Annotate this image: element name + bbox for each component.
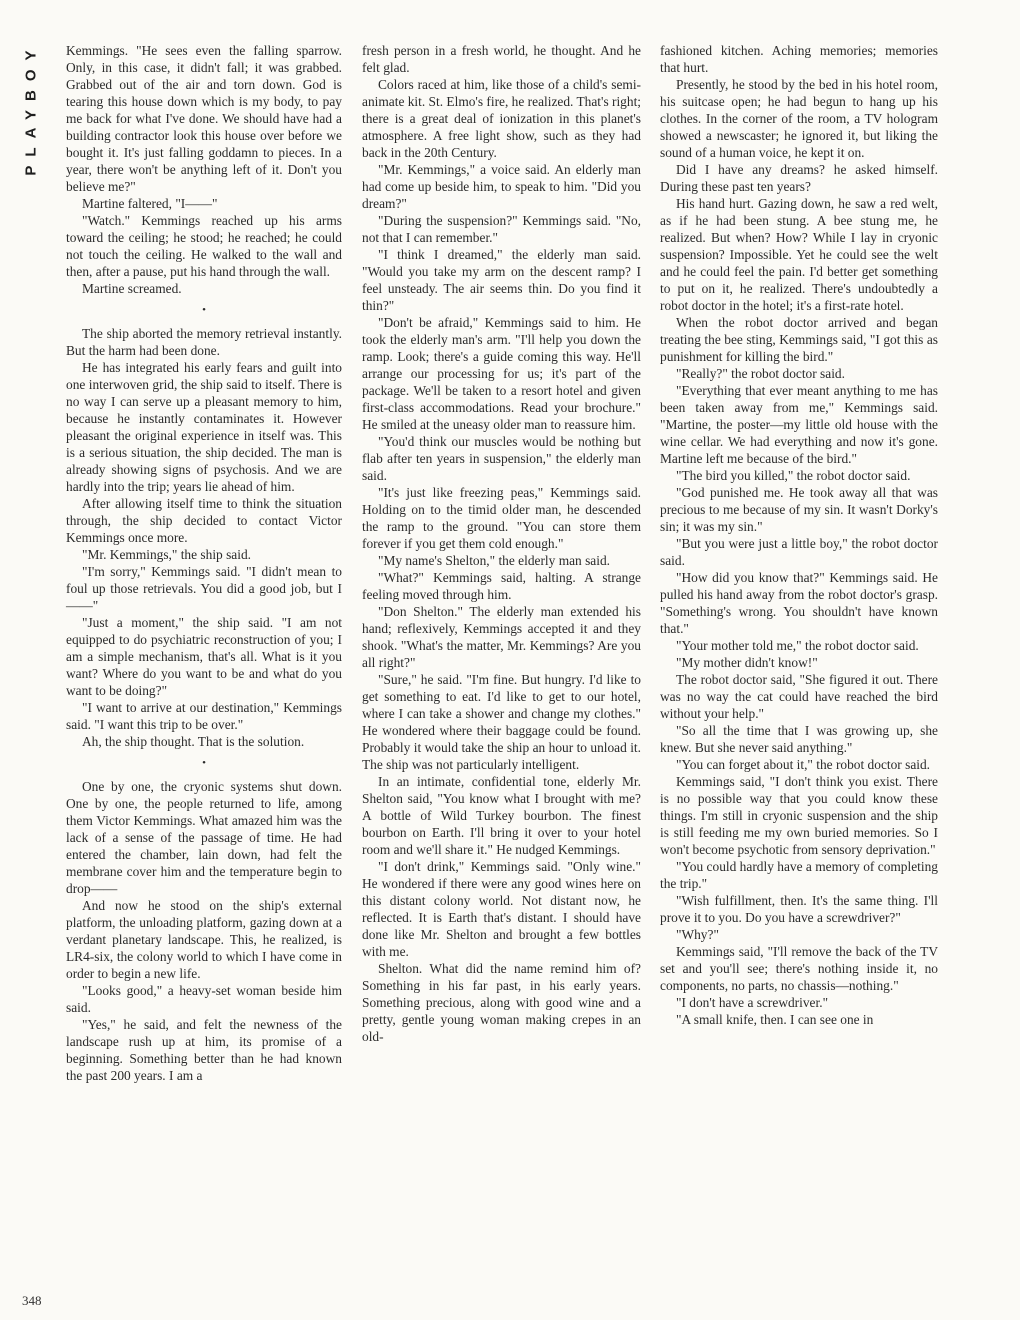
- paragraph: "You could hardly have a memory of completing the trip.": [660, 859, 938, 891]
- paragraph: "My name's Shelton," the elderly man said.: [378, 553, 611, 568]
- paragraph: One by one, the cryonic systems shut down. One by one, the people returned to life, among them Victor Kemmings. What amazed him was the lack of a sense of the passage of time. He had entered the chamber, lain down, had felt the membrane cover him and the temperature begin to drop——: [66, 779, 342, 896]
- paragraph: Martine screamed.: [82, 281, 182, 296]
- paragraph: "I'm sorry," Kemmings said. "I didn't mean to foul up those retrievals. You did a good job, but I——": [66, 564, 342, 613]
- paragraph: Shelton. What did the name remind him of? Something in his far past, in his early years. Something precious, along with good wine and a pretty, gentle young woman making crepes in an old-: [362, 961, 641, 1044]
- paragraph: "God punished me. He took away all that was precious to me because of my sin. It wasn't Dorky's sin; it was my sin.": [660, 485, 938, 534]
- paragraph: "But you were just a little boy," the robot doctor said.: [660, 536, 938, 568]
- paragraph: When the robot doctor arrived and began treating the bee sting, Kemmings said, "I got this as punishment for killing the bird.": [660, 315, 938, 364]
- paragraph: The ship aborted the memory retrieval instantly. But the harm had been done.: [66, 326, 342, 358]
- paragraph: "Why?": [676, 927, 719, 942]
- paragraph: "Really?" the robot doctor said.: [676, 366, 845, 381]
- masthead-title: PLAYBOY: [22, 41, 40, 176]
- paragraph: After allowing itself time to think the situation through, the ship decided to contact Victor Kemmings once more.: [66, 496, 342, 545]
- column-3: [660, 42, 938, 1028]
- paragraph: "My mother didn't know!": [676, 655, 818, 670]
- paragraph: Kemmings. "He sees even the falling sparrow. Only, in this case, it didn't fall; it was grabbed. Grabbed out of the air and torn down. God is tearing this house down which is my body, to pay me back for what I've done. We should have had a building contractor look this house over before we bought it. It's just falling goddamn to pieces. In a year, there won't be anything left of it. Don't you believe me?": [66, 43, 342, 194]
- paragraph: fashioned kitchen. Aching memories; memories that hurt.: [660, 43, 938, 75]
- paragraph: "Everything that ever meant anything to me has been taken away from me," Kemmings said. "Martine, the poster—my little old house with the wine cellar. We had everything and now it's gone. Martine left me because of the bird.": [660, 383, 938, 466]
- paragraph: "I don't have a screwdriver.": [676, 995, 829, 1010]
- paragraph: Ah, the ship thought. That is the solution.: [82, 734, 305, 749]
- paragraph: "A small knife, then. I can see one in: [676, 1012, 874, 1027]
- paragraph: Colors raced at him, like those of a child's semi-animate kit. St. Elmo's fire, he realized. That's right; there is a great deal of ionization in this planet's atmosphere. A free light show, such as they had back in the 20th Century.: [362, 77, 642, 160]
- paragraph: Kemmings said, "I'll remove the back of the TV set and you'll see; there's nothing inside it, no components, no parts, no chassis—nothing.": [660, 944, 938, 993]
- section-separator: •: [202, 757, 206, 769]
- paragraph: "Mr. Kemmings," the ship said.: [82, 547, 252, 562]
- paragraph: "So all the time that I was growing up, she knew. But she never said anything.": [660, 723, 938, 755]
- paragraph: "Mr. Kemmings," a voice said. An elderly man had come up beside him, to speak to him. "Did you dream?": [362, 162, 641, 211]
- page-number: 348: [22, 1293, 42, 1308]
- paragraph: "What?" Kemmings said, halting. A strange feeling moved through him.: [362, 570, 641, 602]
- paragraph: "During the suspension?" Kemmings said. "No, not that I can remember.": [362, 213, 641, 245]
- paragraph: Martine faltered, "I——": [82, 196, 218, 211]
- paragraph: "I don't drink," Kemmings said. "Only wine." He wondered if there were any good wines here on this distant colony world. Not distant now, he reflected. It is Earth that's distant. I should have done like Mr. Shelton and brought a few bottles with me.: [362, 859, 641, 959]
- paragraph: Did I have any dreams? he asked himself. During these past ten years?: [660, 162, 938, 194]
- paragraph: "Don't be afraid," Kemmings said to him. He took the elderly man's arm. "I'll help you down the ramp. Look; there's a guide coming this way. He'll arrange our processing for us; it's part of the package. We'll be taken to a resort hotel and given first-class accommodations. Read your brochure." He smiled at the uneasy older man to reassure him.: [362, 315, 641, 432]
- paragraph: "Wish fulfillment, then. It's the same thing. I'll prove it to you. Do you have a screwdriver?": [660, 893, 938, 925]
- paragraph: "Looks good," a heavy-set woman beside him said.: [66, 983, 342, 1015]
- column-1: [66, 42, 342, 1084]
- paragraph: fresh person in a fresh world, he thought. And he felt glad.: [362, 43, 641, 75]
- paragraph: The robot doctor said, "She figured it out. There was no way the cat could have reached the bird without your help.": [660, 672, 938, 721]
- paragraph: "I want to arrive at our destination," Kemmings said. "I want this trip to be over.": [66, 700, 342, 732]
- paragraph: "The bird you killed," the robot doctor said.: [676, 468, 911, 483]
- paragraph: "How did you know that?" Kemmings said. He pulled his hand away from the robot doctor's grasp. "Something's wrong. You shouldn't have known that.": [660, 570, 938, 636]
- paragraph: "Watch." Kemmings reached up his arms toward the ceiling; he stood; he reached; he could not touch the ceiling. He walked to the wall and then, after a pause, put his hand through the wall.: [66, 213, 342, 279]
- paragraph: "I think I dreamed," the elderly man said. "Would you take my arm on the descent ramp? I feel unsteady. The air seems thin. Do you find it thin?": [362, 247, 641, 313]
- masthead: [4, 36, 58, 196]
- column-2: [362, 42, 641, 1045]
- paragraph: "Your mother told me," the robot doctor said.: [676, 638, 919, 653]
- paragraph: "Don Shelton." The elderly man extended his hand; reflexively, Kemmings accepted it and they shook. "What's the matter, Mr. Kemmings? Are you all right?": [362, 604, 641, 670]
- paragraph: His hand hurt. Gazing down, he saw a red welt, as if he had been stung. A bee stung me, he realized. But when? How? While I lay in cryonic suspension? Impossible. Yet he could see the welt and he could feel the pain. I'd better get something to put on it, he realized. There's undoubtedly a robot doctor in the hotel; it's a first-rate hotel.: [660, 196, 938, 313]
- paragraph: "Sure," he said. "I'm fine. But hungry. I'd like to get something to eat. I'd like to get to our hotel, where I can take a shower and change my clothes." He wondered where their baggage could be found. Probably it would take the ship an hour to unload it. The ship was not particularly intelligent.: [362, 672, 641, 772]
- paragraph: "You'd think our muscles would be nothing but flab after ten years in suspension," the elderly man said.: [362, 434, 641, 483]
- section-separator: •: [202, 304, 206, 316]
- paragraph: "Just a moment," the ship said. "I am not equipped to do psychiatric reconstruction of you; I am a simple mechanism, that's all. What is it you want? Where do you want to be and what do you want to be doing?": [66, 615, 342, 698]
- paragraph: Presently, he stood by the bed in his hotel room, his suitcase open; he had begun to hang up his clothes. In the corner of the room, a TV hologram showed a newscaster; he ignored it, but liking the sound of a human voice, he kept it on.: [660, 77, 938, 160]
- paragraph: Kemmings said, "I don't think you exist. There is no possible way that you could know these things. I'm still in cryonic suspension and the ship is still feeding me my own buried memories. So I won't become psychotic from sensory deprivation.": [660, 774, 938, 857]
- paragraph: In an intimate, confidential tone, elderly Mr. Shelton said, "You know what I brought with me? A bottle of Wild Turkey bourbon. The finest bourbon on Earth. I'll bring it over to your hotel room and we'll share it." He nudged Kemmings.: [362, 774, 641, 857]
- paragraph: He has integrated his early fears and guilt into one interwoven grid, the ship said to itself. There is no way I can serve up a pleasant memory to him, because he instantly contaminates it. However pleasant the original experience in itself was. This is a serious situation, the ship decided. The man is already showing signs of psychosis. And we are hardly into the trip; years lie ahead of him.: [66, 360, 342, 494]
- paragraph: "It's just like freezing peas," Kemmings said. Holding on to the timid older man, he descended the ramp to the ground. "You can store them forever if you get them cold enough.": [362, 485, 641, 551]
- paragraph: "You can forget about it," the robot doctor said.: [676, 757, 931, 772]
- paragraph: "Yes," he said, and felt the newness of the landscape rush up at him, its promise of a beginning. Something better than he had known the past 200 years. I am a: [66, 1017, 342, 1083]
- paragraph: And now he stood on the ship's external platform, the unloading platform, gazing down at a verdant planetary landscape. This, he realized, is LR4-six, the colony world to which I have come in order to begin a new life.: [66, 898, 342, 981]
